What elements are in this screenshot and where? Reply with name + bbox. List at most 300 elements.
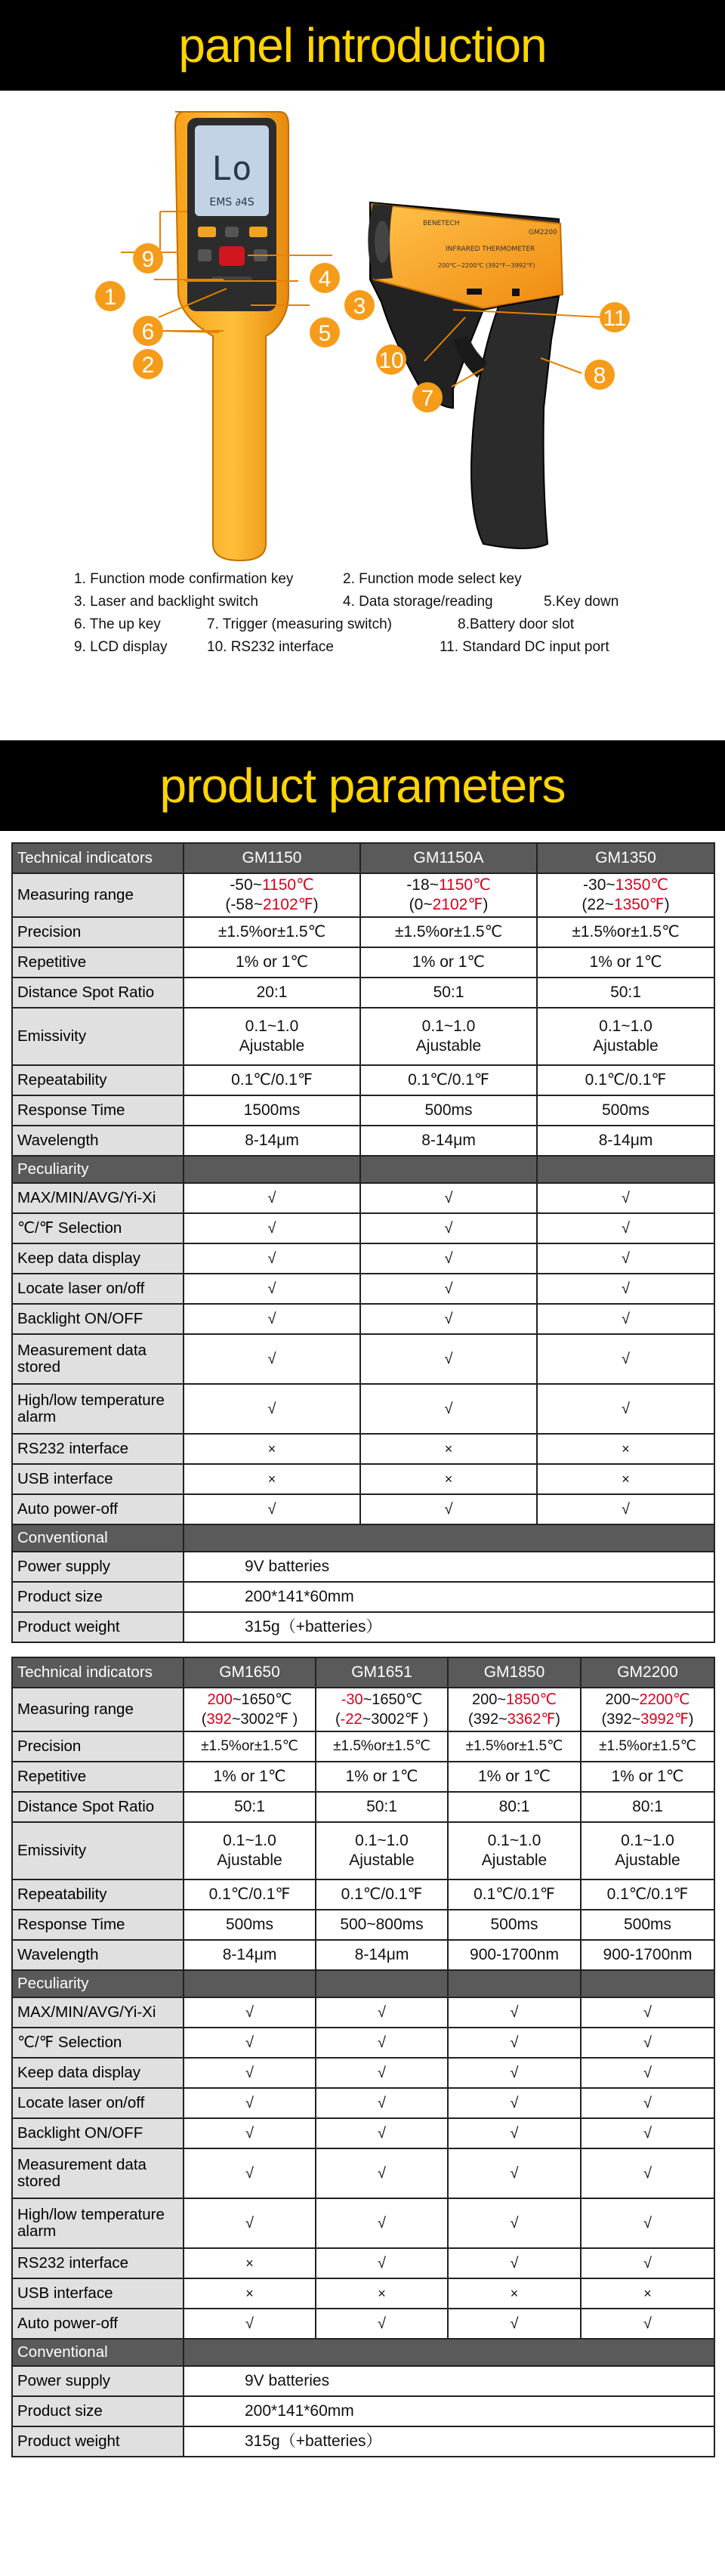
row-label: Product size [12, 1582, 184, 1612]
range-f-low: (0~ [409, 896, 433, 913]
legend-item-6: 6. The up key [74, 616, 161, 632]
spec-value: 1% or 1℃ [448, 1762, 581, 1792]
spec-value: 50:1 [360, 978, 537, 1008]
spec-value: √ [184, 1304, 360, 1334]
row-label: Repeatability [12, 1065, 184, 1095]
range-c-high: 1150℃ [438, 876, 491, 894]
spec-value: √ [581, 2088, 714, 2118]
keep-data-display-row [12, 2058, 714, 2088]
spec-value: √ [316, 1997, 448, 2028]
range-f-close: ) [313, 896, 319, 913]
spec-value: 8-14μm [184, 1126, 360, 1156]
spec-value: 50:1 [184, 1792, 316, 1822]
spec-value: × [184, 2278, 316, 2309]
spec-value: 0.1℃/0.1℉ [184, 1065, 360, 1095]
spec-value: × [184, 1464, 360, 1494]
range-f-close: ) [664, 896, 670, 913]
spec-value: 0.1℃/0.1℉ [184, 1879, 316, 1910]
max-min-avg-yi-xi-row [12, 1183, 714, 1213]
selection-row [12, 2028, 714, 2058]
legend-item-10: 10. RS232 interface [207, 639, 334, 655]
range-c-high: 1150℃ [261, 876, 314, 894]
spec-value: √ [184, 1243, 360, 1274]
range-c-low: 200 [207, 1691, 233, 1708]
high-low-temperature-alarm-row [12, 1384, 714, 1434]
spec-value: √ [448, 2248, 581, 2278]
model-gm1150: GM1150 [184, 843, 360, 873]
row-label: USB interface [12, 1464, 184, 1494]
spec-value: × [537, 1464, 714, 1494]
row-label: Response Time [12, 1095, 184, 1126]
spec-value: √ [184, 1997, 316, 2028]
product-size-row [12, 1582, 714, 1612]
spec-value: 20:1 [184, 978, 360, 1008]
selection-row [12, 1213, 714, 1243]
spec-value: 1500ms [184, 1095, 360, 1126]
row-label: Backlight ON/OFF [12, 2118, 184, 2148]
callout-8: 8 [593, 363, 606, 388]
backlight-on-off-row [12, 1304, 714, 1334]
peculiarity-row [12, 1156, 714, 1183]
keep-data-display-row [12, 1243, 714, 1274]
measurement-data-stored-row [12, 2148, 714, 2198]
banner-title: panel introduction [178, 18, 547, 73]
power-supply-row [12, 1552, 714, 1582]
spec-value: √ [448, 2118, 581, 2148]
model-gm1651: GM1651 [316, 1657, 448, 1688]
spec-value: √ [316, 2309, 448, 2339]
spec-value: √ [360, 1274, 537, 1304]
panel-introduction-banner [0, 0, 725, 91]
range-c-high: 1850℃ [506, 1691, 557, 1708]
measuring-range-cell [448, 1688, 581, 1731]
side-model: GM2200 [529, 229, 557, 236]
spec-value: √ [184, 2028, 316, 2058]
spec-value: ±1.5%or±1.5℃ [537, 917, 714, 947]
spec-value: 1% or 1℃ [184, 1762, 316, 1792]
spec-value: √ [184, 1274, 360, 1304]
panel-introduction-section [0, 91, 725, 574]
row-label: Response Time [12, 1910, 184, 1940]
wavelength-row [12, 1126, 714, 1156]
legend-item-4: 4. Data storage/reading [343, 594, 493, 610]
spec-value: √ [581, 2309, 714, 2339]
row-label: USB interface [12, 2278, 184, 2309]
range-f-open: ( [201, 1711, 207, 1728]
locate-laser-on-off-row [12, 2088, 714, 2118]
row-label: Wavelength [12, 1126, 184, 1156]
header-label: Technical indicators [12, 843, 184, 873]
row-label: Precision [12, 917, 184, 947]
spec-table-1 [11, 842, 715, 1643]
spec-value: ±1.5%or±1.5℃ [184, 1731, 316, 1762]
spec-value: √ [581, 1997, 714, 2028]
spec-value: √ [448, 2198, 581, 2248]
spec-value: ±1.5%or±1.5℃ [316, 1731, 448, 1762]
callout-2: 2 [141, 353, 155, 378]
repetitive-row [12, 947, 714, 978]
spec-value: 200*141*60mm [184, 1582, 714, 1612]
spec-value: 50:1 [316, 1792, 448, 1822]
spec-value: √ [537, 1274, 714, 1304]
spec-value: 315g（+batteries） [184, 1612, 714, 1642]
emissivity-row [12, 1008, 714, 1065]
callout-6: 6 [141, 320, 155, 344]
range-f-close: ) [483, 896, 489, 913]
spec-value: × [448, 2278, 581, 2309]
range-f-close: ) [555, 1711, 560, 1728]
emissivity-note: Ajustable [481, 1852, 548, 1869]
range-c-low: -50~ [230, 876, 262, 894]
spec-value: √ [184, 2309, 316, 2339]
auto-power-off-row [12, 2309, 714, 2339]
spec-value: √ [537, 1183, 714, 1213]
spec-value: √ [184, 2058, 316, 2088]
spec-value: 500ms [581, 1910, 714, 1940]
row-label: ℃/℉ Selection [12, 2028, 184, 2058]
spec-value: 0.1℃/0.1℉ [448, 1879, 581, 1910]
range-c-low: -30 [341, 1691, 363, 1708]
product-weight-row [12, 1612, 714, 1642]
model-gm1150a: GM1150A [360, 843, 537, 873]
power-supply-row [12, 2366, 714, 2396]
spec-value: √ [360, 1183, 537, 1213]
range-f-low: (392~ [468, 1711, 508, 1728]
emissivity-cell [184, 1822, 316, 1879]
side-label-1: INFRARED THERMOMETER [446, 246, 535, 253]
measuring-range-cell [581, 1688, 714, 1731]
emissivity-range: 0.1~1.0 [421, 1018, 476, 1035]
range-c-high: ~1650℃ [362, 1691, 423, 1708]
row-label: RS232 interface [12, 1434, 184, 1464]
measuring-range-row [12, 1688, 714, 1731]
emissivity-cell [184, 1008, 360, 1065]
emissivity-note: Ajustable [593, 1037, 659, 1055]
emissivity-range: 0.1~1.0 [245, 1018, 299, 1035]
spec-value: × [316, 2278, 448, 2309]
callout-7: 7 [421, 386, 434, 411]
range-c-low: -30~ [583, 876, 615, 894]
spec-value: 1% or 1℃ [581, 1762, 714, 1792]
spec-value: × [184, 2248, 316, 2278]
row-label: Auto power-off [12, 2309, 184, 2339]
rs232-interface-row [12, 1434, 714, 1464]
row-label: Emissivity [12, 1822, 184, 1879]
emissivity-note: Ajustable [415, 1037, 482, 1055]
spec-value: √ [448, 2088, 581, 2118]
spec-value: 500ms [184, 1910, 316, 1940]
callout-5: 5 [318, 321, 332, 346]
spec-value: √ [537, 1243, 714, 1274]
legend-item-1: 1. Function mode confirmation key [74, 571, 294, 587]
spec-value: ±1.5%or±1.5℃ [360, 917, 537, 947]
spec-value: 1% or 1℃ [360, 947, 537, 978]
row-label: Emissivity [12, 1008, 184, 1065]
range-f-close: ) [688, 1711, 694, 1728]
spec-value: √ [184, 2148, 316, 2198]
front-view-device [175, 112, 288, 561]
spec-value: √ [537, 1494, 714, 1524]
section-label: Conventional [12, 2339, 184, 2366]
range-f-low: 392 [206, 1711, 232, 1728]
distance-spot-ratio-row [12, 1792, 714, 1822]
banner-title-2: product parameters [159, 758, 566, 813]
section-label: Peculiarity [12, 1156, 184, 1183]
spec-value: √ [581, 2198, 714, 2248]
thermometer-illustration [0, 91, 725, 574]
legend-block [0, 571, 725, 740]
spec-table-2 [11, 1657, 715, 2457]
spec-value: √ [316, 2118, 448, 2148]
emissivity-range: 0.1~1.0 [223, 1832, 276, 1849]
model-gm2200: GM2200 [581, 1657, 714, 1688]
table1-header [12, 843, 714, 873]
callout-11: 11 [603, 306, 627, 331]
spec-value: 80:1 [581, 1792, 714, 1822]
callout-1: 1 [103, 285, 117, 310]
range-c-high: ~1650℃ [232, 1691, 292, 1708]
row-label: Product weight [12, 2426, 184, 2457]
row-label: Power supply [12, 1552, 184, 1582]
model-gm1650: GM1650 [184, 1657, 316, 1688]
spec-value: √ [360, 1213, 537, 1243]
spec-value: √ [184, 2088, 316, 2118]
spec-value: × [184, 1434, 360, 1464]
side-brand: BENETECH [423, 220, 460, 227]
spec-value: √ [184, 2118, 316, 2148]
emissivity-row [12, 1822, 714, 1879]
row-label: Distance Spot Ratio [12, 978, 184, 1008]
spec-value: √ [360, 1304, 537, 1334]
emissivity-range: 0.1~1.0 [355, 1832, 409, 1849]
spec-value: 1% or 1℃ [184, 947, 360, 978]
legend-item-5: 5.Key down [544, 594, 619, 610]
distance-spot-ratio-row [12, 978, 714, 1008]
spec-value: 0.1℃/0.1℉ [316, 1879, 448, 1910]
row-label: High/low temperature alarm [12, 2198, 184, 2248]
spec-value: √ [448, 2148, 581, 2198]
emissivity-cell [581, 1822, 714, 1879]
measuring-range-cell [184, 1688, 316, 1731]
spec-value: √ [360, 1494, 537, 1524]
row-label: Measuring range [12, 1688, 184, 1731]
spec-value: √ [316, 2028, 448, 2058]
row-label: MAX/MIN/AVG/Yi-Xi [12, 1997, 184, 2028]
conventional-row [12, 1524, 714, 1552]
spec-value: 0.1℃/0.1℉ [537, 1065, 714, 1095]
legend-item-3: 3. Laser and backlight switch [74, 594, 258, 610]
range-f-low: (-58~ [225, 896, 263, 913]
legend-item-8: 8.Battery door slot [458, 616, 575, 632]
spec-value: 8-14μm [316, 1940, 448, 1970]
callout-3: 3 [353, 294, 366, 319]
lcd-readout: Lo [211, 150, 252, 188]
spec-section [0, 831, 725, 2576]
emissivity-note: Ajustable [217, 1852, 282, 1869]
row-label: Wavelength [12, 1940, 184, 1970]
spec-value: 500~800ms [316, 1910, 448, 1940]
spec-value: √ [537, 1213, 714, 1243]
range-c-low: 200~ [471, 1691, 507, 1708]
callout-4: 4 [318, 267, 332, 292]
legend-item-2: 2. Function mode select key [343, 571, 522, 587]
spec-value: 900-1700nm [581, 1940, 714, 1970]
spec-value: √ [316, 2058, 448, 2088]
range-f-low: (22~ [582, 896, 614, 913]
range-f-high: ~3002℉ ) [231, 1711, 298, 1728]
backlight-on-off-row [12, 2118, 714, 2148]
table2-header [12, 1657, 714, 1688]
spec-value: √ [184, 1384, 360, 1434]
row-label: Measuring range [12, 873, 184, 917]
legend-item-7: 7. Trigger (measuring switch) [207, 616, 392, 632]
emissivity-range: 0.1~1.0 [487, 1832, 541, 1849]
lcd-sub-readout: EMS ∂4S [209, 196, 255, 208]
spec-value: 9V batteries [184, 2366, 714, 2396]
range-f-low: (392~ [601, 1711, 641, 1728]
measuring-range-row [12, 873, 714, 917]
range-f-high: 3992℉ [640, 1711, 689, 1728]
spec-value: √ [581, 2248, 714, 2278]
spec-value: √ [360, 1334, 537, 1384]
spec-value: 9V batteries [184, 1552, 714, 1582]
spec-value: √ [316, 2198, 448, 2248]
spec-value: 50:1 [537, 978, 714, 1008]
range-c-high: 2200℃ [639, 1691, 690, 1708]
wavelength-row [12, 1940, 714, 1970]
locate-laser-on-off-row [12, 1274, 714, 1304]
max-min-avg-yi-xi-row [12, 1997, 714, 2028]
spec-value: 315g（+batteries） [184, 2426, 714, 2457]
spec-value: ±1.5%or±1.5℃ [448, 1731, 581, 1762]
row-label: Precision [12, 1731, 184, 1762]
range-f-open: ( [335, 1711, 341, 1728]
row-label: Power supply [12, 2366, 184, 2396]
row-label: Measurement data stored [12, 2148, 184, 2198]
section-label: Peculiarity [12, 1970, 184, 1997]
spec-value: √ [360, 1384, 537, 1434]
spec-value: √ [581, 2058, 714, 2088]
spec-value: √ [316, 2248, 448, 2278]
model-gm1350: GM1350 [537, 843, 714, 873]
spec-value: √ [581, 2028, 714, 2058]
row-label: Locate laser on/off [12, 1274, 184, 1304]
usb-interface-row [12, 1464, 714, 1494]
spec-value: 500ms [448, 1910, 581, 1940]
repetitive-row [12, 1762, 714, 1792]
emissivity-note: Ajustable [349, 1852, 415, 1869]
row-label: RS232 interface [12, 2248, 184, 2278]
row-label: MAX/MIN/AVG/Yi-Xi [12, 1183, 184, 1213]
product-weight-row [12, 2426, 714, 2457]
emissivity-cell [316, 1822, 448, 1879]
range-f-high: 2102℉ [262, 896, 313, 913]
range-c-low: -18~ [406, 876, 439, 894]
spec-value: × [581, 2278, 714, 2309]
measuring-range-cell [360, 873, 537, 917]
spec-value: √ [316, 2148, 448, 2198]
spec-value: 1% or 1℃ [537, 947, 714, 978]
spec-value: √ [537, 1334, 714, 1384]
row-label: Keep data display [12, 1243, 184, 1274]
spec-value: 8-14μm [537, 1126, 714, 1156]
row-label: Product weight [12, 1612, 184, 1642]
range-f-high: 2102℉ [432, 896, 483, 913]
auto-power-off-row [12, 1494, 714, 1524]
header-label: Technical indicators [12, 1657, 184, 1688]
spec-value: 8-14μm [360, 1126, 537, 1156]
spec-value: √ [581, 2118, 714, 2148]
row-label: Auto power-off [12, 1494, 184, 1524]
repeatability-row [12, 1065, 714, 1095]
measuring-range-cell [184, 873, 360, 917]
spec-value: √ [184, 1494, 360, 1524]
high-low-temperature-alarm-row [12, 2198, 714, 2248]
side-view-device [368, 202, 563, 548]
measuring-range-cell [537, 873, 714, 917]
product-parameters-banner [0, 740, 725, 831]
spec-value: √ [184, 1183, 360, 1213]
emissivity-range: 0.1~1.0 [599, 1018, 652, 1035]
row-label: Distance Spot Ratio [12, 1792, 184, 1822]
spec-value: √ [448, 2058, 581, 2088]
row-label: Product size [12, 2396, 184, 2426]
range-c-high: 1350℃ [615, 876, 668, 894]
repeatability-row [12, 1879, 714, 1910]
emissivity-note: Ajustable [239, 1037, 305, 1055]
side-label-2: 200℃~2200℃ (392°F~3992°F) [438, 262, 535, 269]
spec-value: ±1.5%or±1.5℃ [184, 917, 360, 947]
range-f-high: ~3002℉ ) [362, 1711, 428, 1728]
callout-10: 10 [378, 348, 404, 373]
row-label: Measurement data stored [12, 1334, 184, 1384]
emissivity-cell [360, 1008, 537, 1065]
row-label: Repetitive [12, 1762, 184, 1792]
spec-value: × [360, 1434, 537, 1464]
spec-value: ±1.5%or±1.5℃ [581, 1731, 714, 1762]
legend-item-11: 11. Standard DC input port [440, 639, 609, 655]
spec-value: 500ms [360, 1095, 537, 1126]
spec-value: √ [448, 2028, 581, 2058]
range-f-high: 3362℉ [507, 1711, 556, 1728]
precision-row [12, 917, 714, 947]
spec-value: √ [581, 2148, 714, 2198]
spec-value: 1% or 1℃ [316, 1762, 448, 1792]
spec-value: 0.1℃/0.1℉ [581, 1879, 714, 1910]
row-label: Keep data display [12, 2058, 184, 2088]
spec-value: × [360, 1464, 537, 1494]
conventional-row [12, 2339, 714, 2366]
range-f-low: -22 [340, 1711, 362, 1728]
row-label: Repetitive [12, 947, 184, 978]
precision-row [12, 1731, 714, 1762]
spec-value: √ [184, 1213, 360, 1243]
spec-value: √ [184, 1334, 360, 1384]
spec-value: × [537, 1434, 714, 1464]
section-label: Conventional [12, 1524, 184, 1552]
spec-value: √ [448, 1997, 581, 2028]
measuring-range-cell [316, 1688, 448, 1731]
spec-value: 80:1 [448, 1792, 581, 1822]
row-label: Repeatability [12, 1879, 184, 1910]
spec-value: 8-14μm [184, 1940, 316, 1970]
spec-value: 0.1℃/0.1℉ [360, 1065, 537, 1095]
callout-9: 9 [141, 247, 155, 272]
spec-value: √ [184, 2198, 316, 2248]
row-label: Backlight ON/OFF [12, 1304, 184, 1334]
spec-value: √ [537, 1384, 714, 1434]
range-f-high: 1350℉ [613, 896, 665, 913]
